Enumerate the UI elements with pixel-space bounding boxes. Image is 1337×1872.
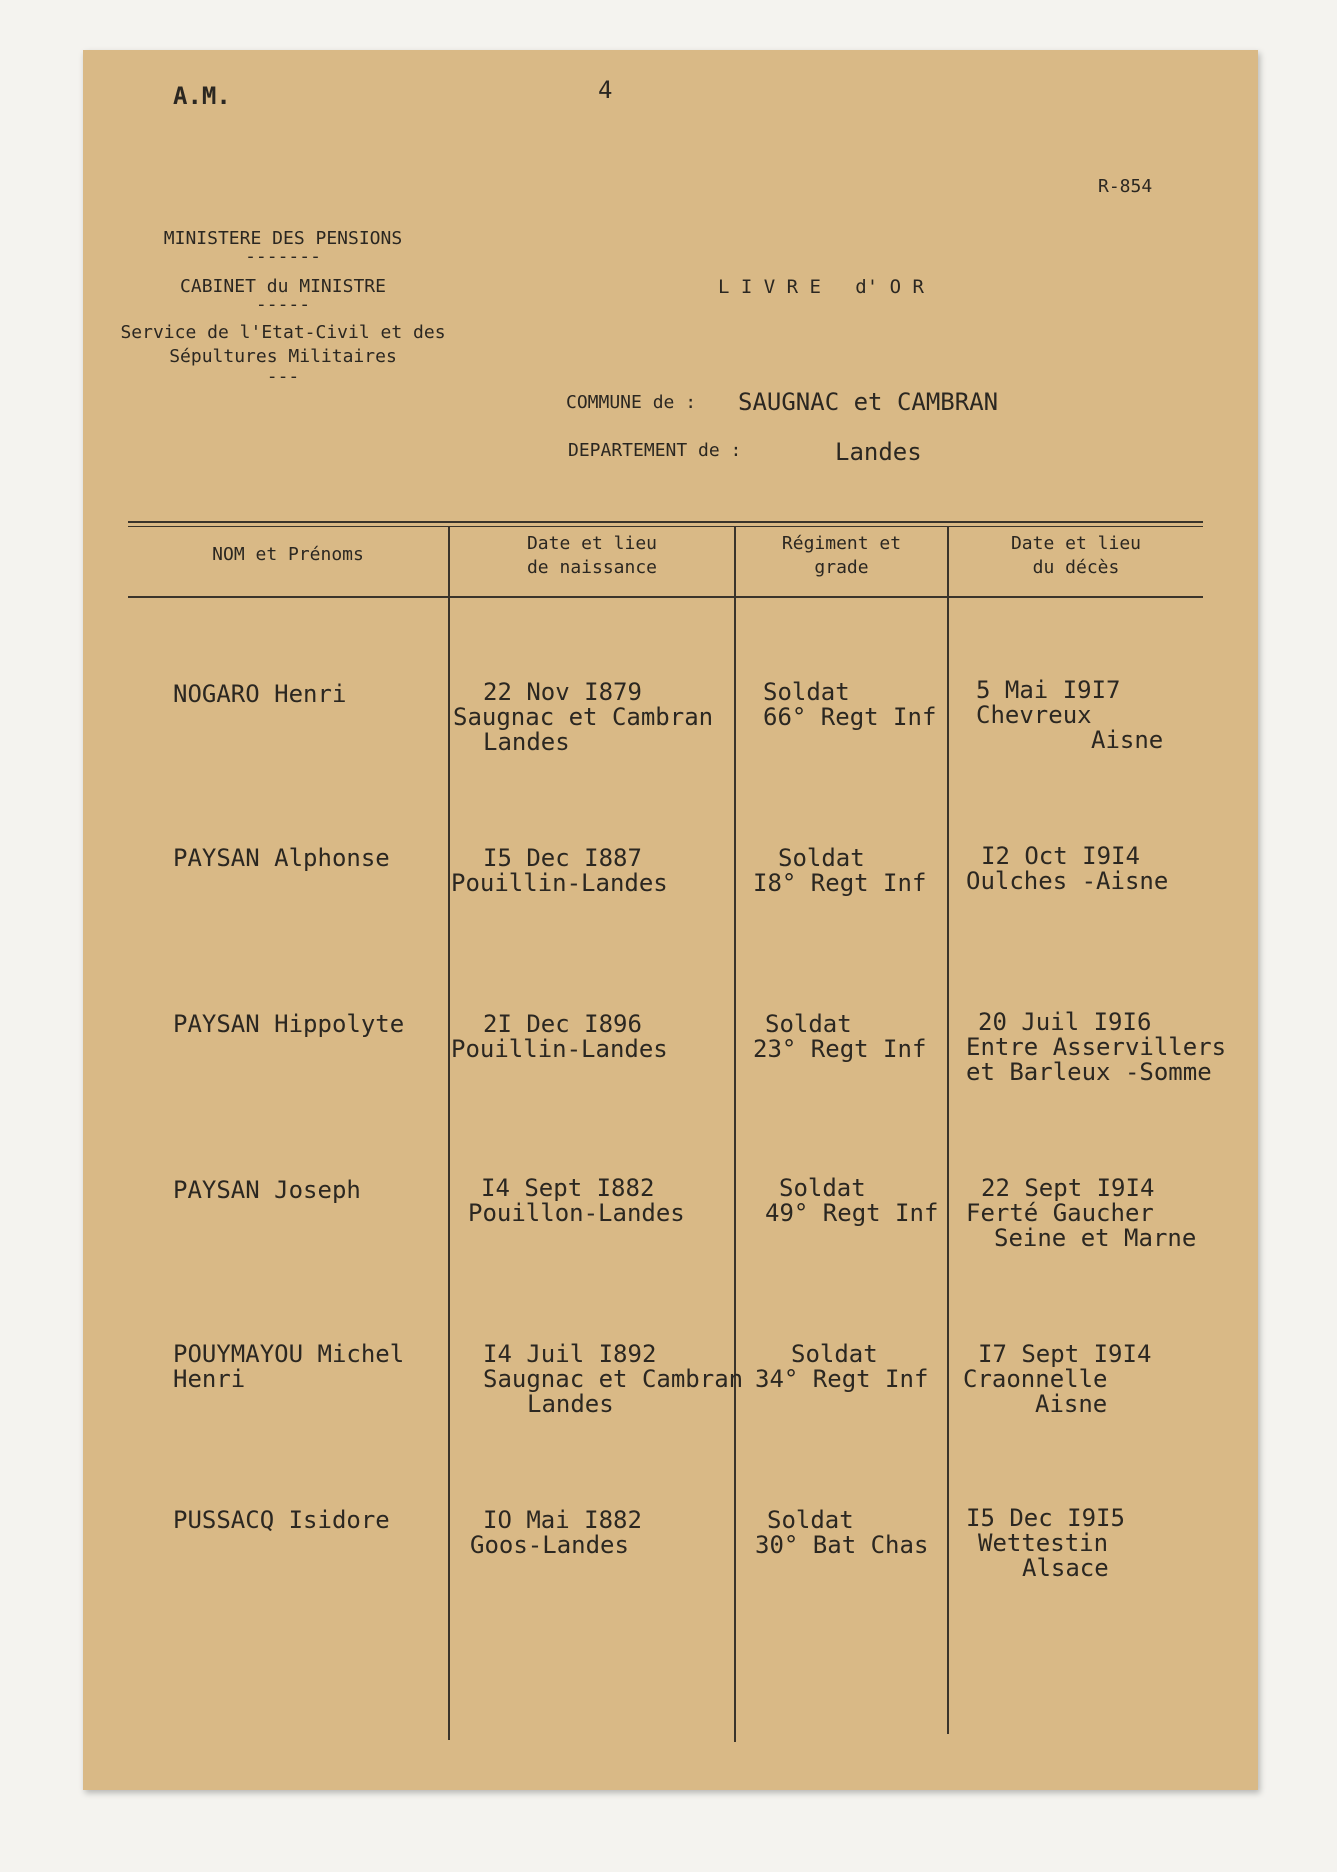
sepultures-line: Sépultures Militaires	[169, 346, 397, 367]
column-header-birth	[450, 532, 734, 580]
column-header-regiment-line2: grade	[814, 557, 869, 578]
table-row-4-death: 22 Sept I9I4 Ferté Gaucher Seine et Marne	[966, 1174, 1197, 1252]
table-row-3-death: 20 Juil I9I6 Entre Asservillers et Barleux -Somme	[966, 1008, 1227, 1086]
document-title: L I V R E d' O R	[718, 276, 924, 298]
table-row-4-regiment: Soldat 49° Regt Inf	[765, 1174, 939, 1227]
column-header-death-line1: Date et lieu	[1010, 533, 1142, 554]
commune-value: SAUGNAC et CAMBRAN	[738, 388, 999, 416]
commune-label: COMMUNE de :	[566, 392, 697, 413]
departement-label: DEPARTEMENT de :	[568, 440, 742, 461]
ministry-separator-2: -----	[255, 294, 311, 315]
ministry-name: MINISTERE DES PENSIONS	[163, 228, 403, 249]
table-row-1-name: NOGARO Henri	[173, 680, 347, 708]
column-header-regiment-line1: Régiment et	[781, 533, 902, 554]
table-header-rule	[128, 596, 1203, 598]
column-divider-2	[734, 526, 736, 1742]
table-row-6-name: PUSSACQ Isidore	[173, 1506, 390, 1534]
table-row-5-death: I7 Sept I9I4 Craonnelle Aisne	[963, 1340, 1152, 1418]
table-row-2-regiment: Soldat I8° Regt Inf	[753, 844, 927, 897]
column-header-death	[949, 532, 1203, 580]
column-header-birth-line2: de naissance	[526, 557, 658, 578]
ministry-separator-1: -------	[245, 246, 321, 267]
table-row-2-death: I2 Oct I9I4 Oulches -Aisne	[966, 842, 1169, 895]
column-divider-3	[947, 526, 949, 1734]
departement-value: Landes	[835, 438, 922, 466]
reference-number: R-854	[1098, 176, 1153, 197]
table-row-2-name: PAYSAN Alphonse	[173, 844, 390, 872]
table-row-5-regiment: Soldat 34° Regt Inf	[755, 1340, 929, 1393]
table-row-3-birth: 2I Dec I896 Pouillin-Landes	[451, 1010, 668, 1063]
table-row-2-birth: I5 Dec I887 Pouillin-Landes	[451, 844, 668, 897]
service-line: Service de l'Etat-Civil et des	[120, 322, 446, 343]
table-top-rule-1	[128, 521, 1203, 523]
table-row-6-death: I5 Dec I9I5 Wettestin Alsace	[966, 1504, 1125, 1582]
table-row-5-name: POUYMAYOU Michel Henri	[173, 1340, 405, 1393]
table-top-rule-2	[128, 526, 1203, 527]
table-row-1-regiment: Soldat 66° Regt Inf	[763, 678, 937, 731]
column-header-regiment	[736, 532, 947, 580]
page-number: 4	[598, 76, 613, 104]
column-header-birth-line1: Date et lieu	[526, 533, 658, 554]
column-divider-1	[448, 526, 450, 1740]
table-row-1-birth: 22 Nov I879 Saugnac et Cambran Landes	[453, 678, 714, 756]
table-row-6-birth: IO Mai I882 Goos-Landes	[470, 1506, 642, 1559]
column-header-death-line2: du décès	[1032, 557, 1120, 578]
table-row-6-regiment: Soldat 30° Bat Chas	[755, 1506, 929, 1559]
table-row-4-name: PAYSAN Joseph	[173, 1176, 361, 1204]
table-row-3-name: PAYSAN Hippolyte	[173, 1010, 405, 1038]
column-header-name: NOM et Prénoms	[212, 544, 364, 565]
ministry-separator-3: ---	[266, 366, 300, 387]
corner-label: A.M.	[173, 82, 231, 110]
cabinet-line: CABINET du MINISTRE	[180, 276, 386, 297]
table-row-4-birth: I4 Sept I882 Pouillon-Landes	[468, 1174, 685, 1227]
table-row-5-birth: I4 Juil I892 Saugnac et Cambran Landes	[483, 1340, 744, 1418]
table-row-3-regiment: Soldat 23° Regt Inf	[753, 1010, 927, 1063]
document-page	[83, 50, 1258, 1790]
table-row-1-death: 5 Mai I9I7 Chevreux Aisne	[976, 676, 1164, 754]
